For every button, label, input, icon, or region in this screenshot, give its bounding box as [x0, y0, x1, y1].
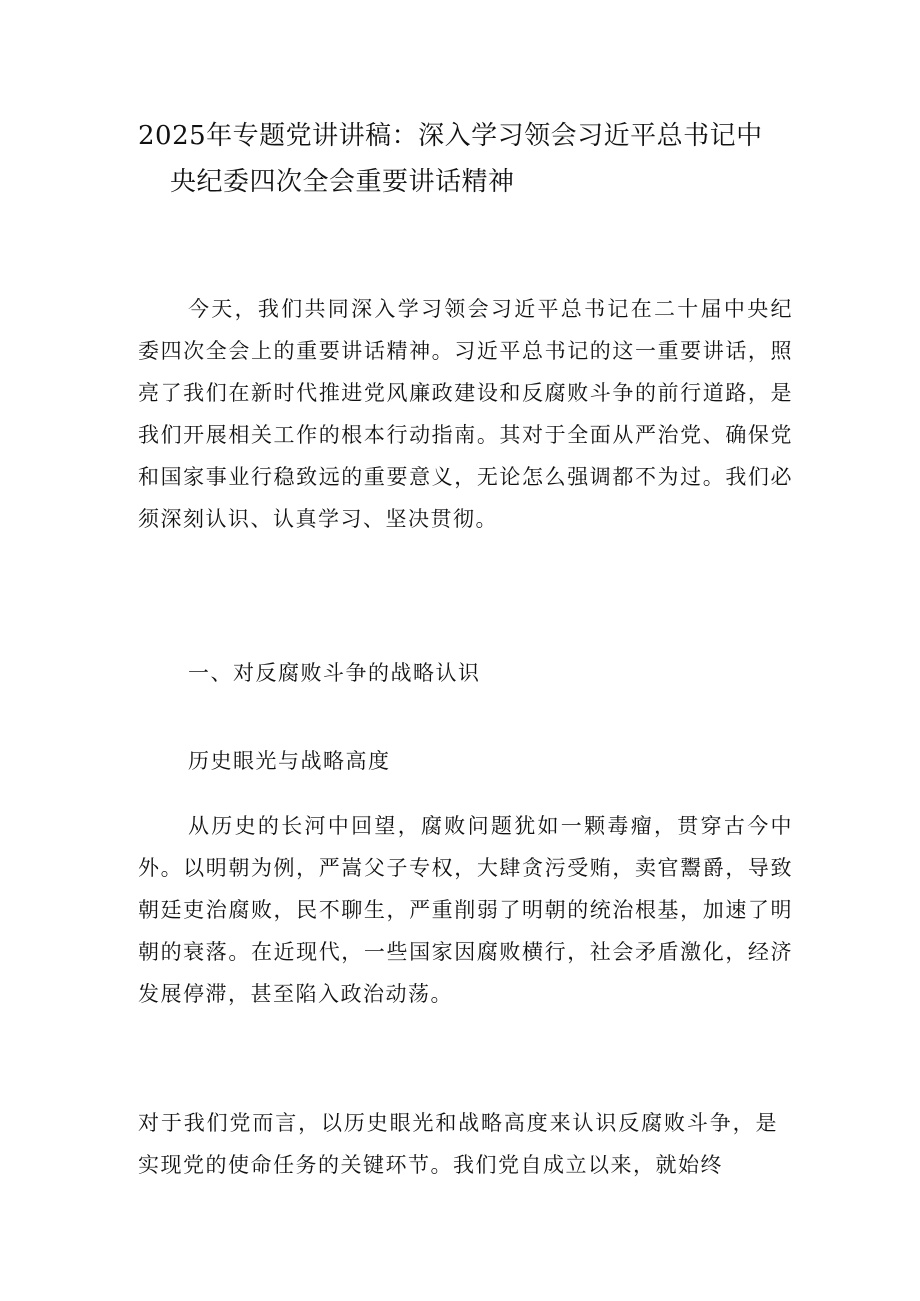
section-heading-1: 一、对反腐败斗争的战略认识: [188, 661, 481, 685]
body-paragraph-2: 从历史的长河中回望，腐败问题犹如一颗毒瘤，贯穿古今中外。以明朝为例，严嵩父子专权，大肆贪污受贿，卖官鬻爵，导致朝廷吏治腐败，民不聊生，严重削弱了明朝的统治根基，加速了明朝的衰落。在近现代，一些国家因腐败横行，社会矛盾激化，经济发展停滞，甚至陷入政治动荡。: [138, 814, 793, 1006]
title-line-2: 央纪委四次全会重要讲话精神: [170, 167, 515, 197]
intro-paragraph: 今天，我们共同深入学习领会习近平总书记在二十届中央纪委四次全会上的重要讲话精神。习近平总书记的这一重要讲话，照亮了我们在新时代推进党风廉政建设和反腐败斗争的前行道路，是我们开展相关工作的根本行动指南。其对于全面从严治党、确保党和国家事业行稳致远的重要意义，无论怎么强调都不为过。我们必须深刻认识、认真学习、坚决贯彻。: [138, 297, 793, 531]
title-line-1: 2025年专题党讲讲稿：深入学习领会习近平总书记中: [138, 121, 763, 151]
subsection-heading-1: 历史眼光与战略高度: [188, 749, 391, 773]
document-title: [138, 113, 798, 205]
body-paragraph-3: 对于我们党而言，以历史眼光和战略高度来认识反腐败斗争，是实现党的使命任务的关键环节。我们党自成立以来，就始终: [138, 1111, 778, 1177]
